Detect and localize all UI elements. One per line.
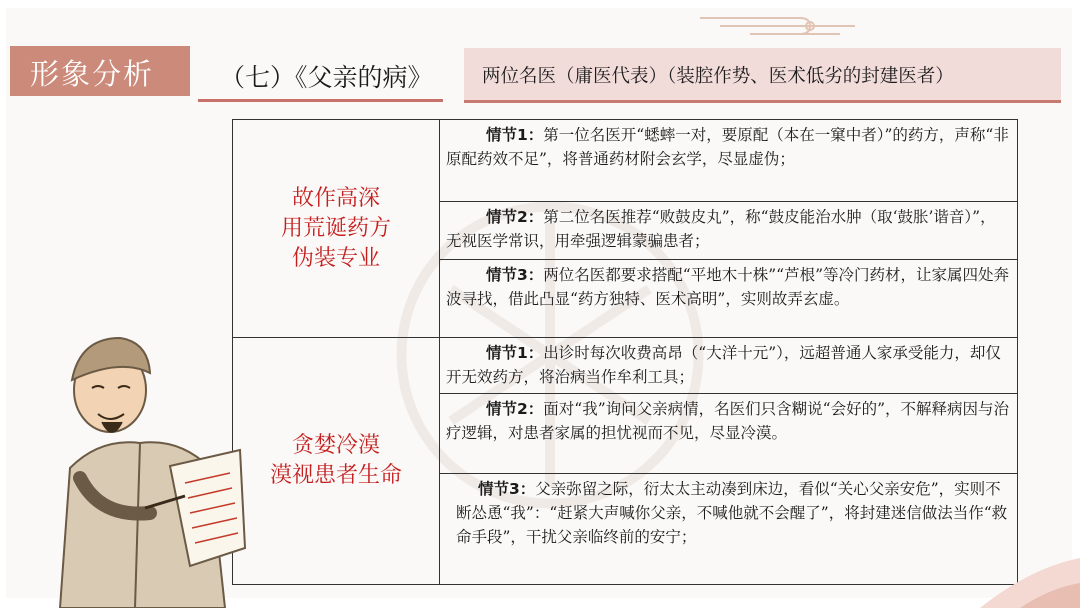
episode-cell [440, 338, 1018, 394]
episode-label: 情节2： [486, 208, 544, 226]
category-cell [233, 120, 440, 338]
episode-label: 情节3： [478, 480, 536, 498]
category-line: 用荒诞药方 [280, 215, 391, 241]
decorative-lines [680, 10, 880, 50]
episode-label: 情节2： [486, 400, 544, 418]
episode-text: 面对“我”询问父亲病情，名医们只含糊说“会好的”，不解释病因与治疗逻辑，对患者家属的担忧视而不见，尽显冷漠。 [446, 400, 1009, 442]
lesson-title: （七）《父亲的病》 [220, 63, 433, 92]
episode-cell [440, 394, 1018, 474]
episode-cell [440, 120, 1018, 202]
table-row [233, 338, 1018, 394]
analysis-table [232, 119, 1018, 585]
category-line: 伪装专业 [291, 245, 380, 271]
category-cell [233, 338, 440, 585]
episode-label: 情节3： [486, 266, 544, 284]
episode-text: 两位名医都要求搭配“平地木十株”“芦根”等冷门药材，让家属四处奔波寻找，借此凸显“药方独特、医术高明”，实则故弄玄虚。 [446, 266, 1009, 308]
episode-cell [440, 474, 1018, 585]
table-row [233, 120, 1018, 202]
banner-text: 两位名医（庸医代表）（装腔作势、医术低劣的封建医者） [482, 66, 954, 87]
episode-text: 第一位名医开“蟋蟀一对，要原配（本在一窠中者）”的药方，声称“非原配药效不足”，将普通药材附会玄学，尽显虚伪； [446, 126, 1009, 168]
category-line: 漠视患者生命 [269, 463, 402, 488]
episode-text: 第二位名医推荐“败鼓皮丸”，称“鼓皮能治水肿（取‘鼓胀’谐音）”，无视医学常识，用牵强逻辑蒙骗患者； [446, 208, 996, 250]
category-line: 故作高深 [291, 185, 380, 211]
episode-label: 情节1： [486, 126, 544, 144]
title-underline [198, 99, 443, 102]
episode-cell [440, 202, 1018, 260]
episode-label: 情节1： [486, 344, 544, 362]
episode-text: 出诊时每次收费高昂（“大洋十元”），远超普通人家承受能力，却仅开无效药方，将治病当作牟利工具； [446, 344, 1001, 386]
decorative-corner [940, 498, 1080, 608]
category-line: 贪婪冷漠 [291, 433, 380, 458]
doctor-illustration [40, 318, 250, 608]
banner-underline [464, 100, 1061, 103]
episode-cell [440, 260, 1018, 338]
section-tag-label: 形象分析 [30, 57, 155, 91]
episode-text: 父亲弥留之际，衍太太主动凑到床边，看似“关心父亲安危”，实则不断怂恿“我”：“赶紧大声喊你父亲，不喊他就不会醒了”，将封建迷信做法当作“救命手段”，干扰父亲临终前的安宁； [456, 480, 1008, 546]
